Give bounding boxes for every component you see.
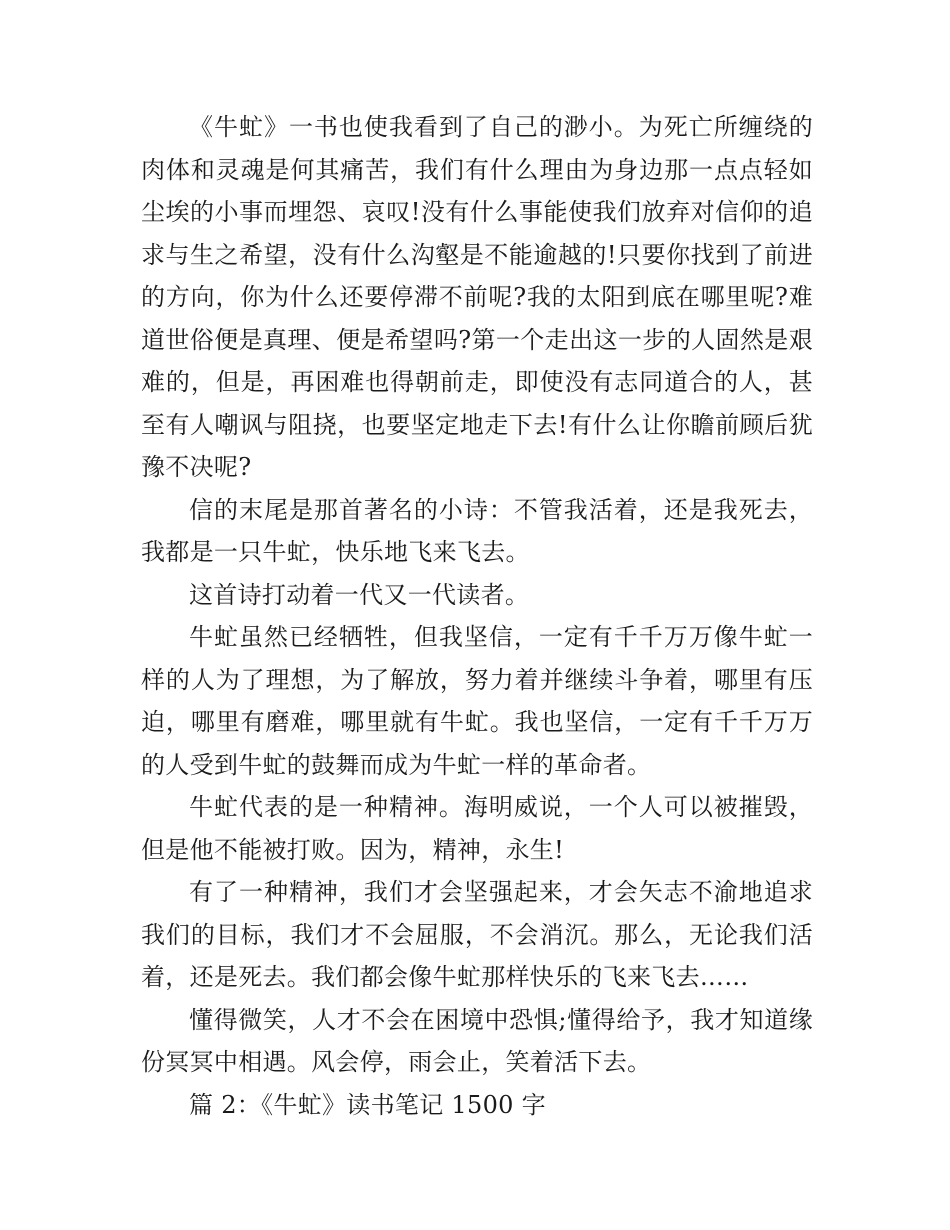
paragraph-5: 牛虻代表的是一种精神。海明威说，一个人可以被摧毁，但是他不能被打败。因为，精神，永生! [141,793,813,864]
document-body [141,106,813,1126]
paragraph-4: 牛虻虽然已经牺牲，但我坚信，一定有千千万万像牛虻一样的人为了理想，为了解放，努力着并继续斗争着，哪里有压迫，哪里有磨难，哪里就有牛虻。我也坚信，一定有千千万万的人受到牛虻的鼓舞而成为牛虻一样的革命者。 [141,623,813,779]
paragraph-3: 这首诗打动着一代又一代读者。 [189,580,530,609]
paragraph-6: 有了一种精神，我们才会坚强起来，才会矢志不渝地追求我们的目标，我们才不会屈服，不会消沉。那么，无论我们活着，还是死去。我们都会像牛虻那样快乐的飞来飞去…… [141,878,813,991]
paragraph-1: 《牛虻》一书也使我看到了自己的渺小。为死亡所缠绕的肉体和灵魂是何其痛苦，我们有什么理由为身边那一点点轻如尘埃的小事而埋怨、哀叹!没有什么事能使我们放弃对信仰的追求与生之希望，没有什么沟壑是不能逾越的!只要你找到了前进的方向，你为什么还要停滞不前呢?我的太阳到底在哪里呢?难道世俗便是真理、便是希望吗?第一个走出这一步的人固然是艰难的，但是，再困难也得朝前走，即使没有志同道合的人，甚至有人嘲讽与阻挠，也要坚定地走下去!有什么让你瞻前顾后犹豫不决呢? [141,113,813,481]
section-heading: 篇 2：《牛虻》读书笔记 1500 字 [189,1090,546,1119]
paragraph-7: 懂得微笑，人才不会在困境中恐惧;懂得给予，我才知道缘份冥冥中相遇。风会停，雨会止，笑着活下去。 [141,1005,813,1076]
paragraph-2: 信的末尾是那首著名的小诗：不管我活着，还是我死去，我都是一只牛虻，快乐地飞来飞去。 [141,495,813,566]
